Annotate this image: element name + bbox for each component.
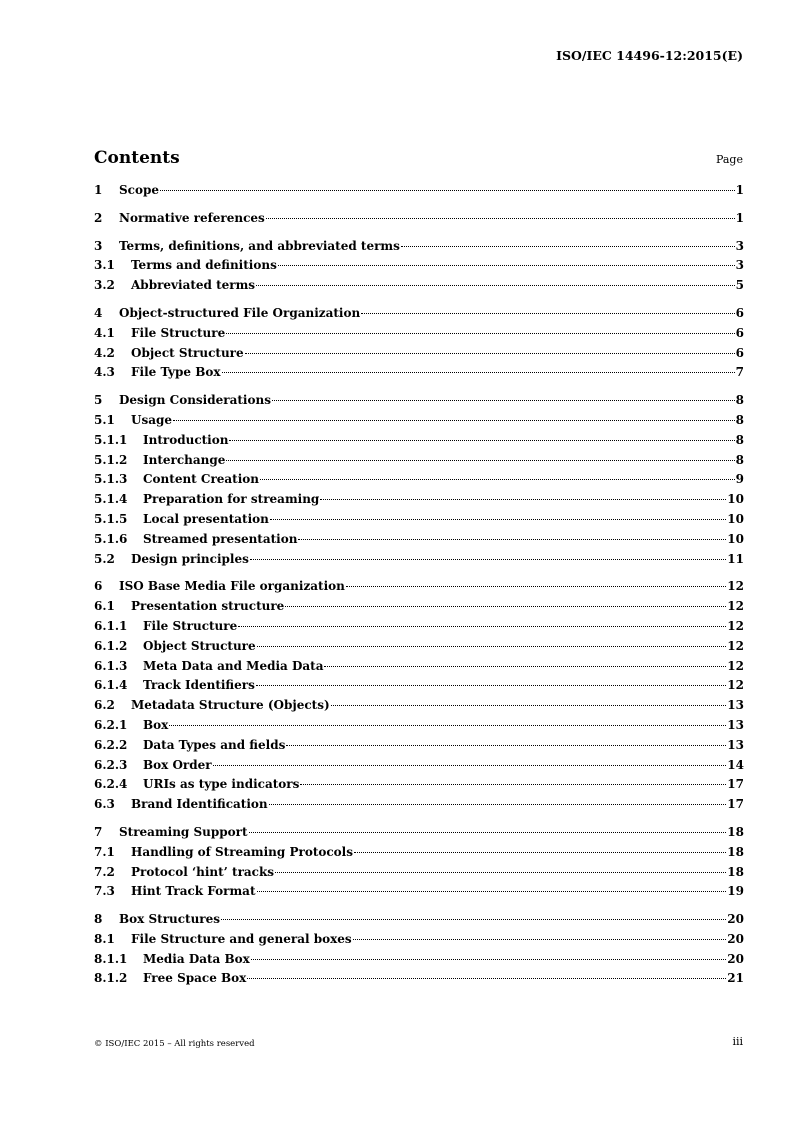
- toc-dot-leader: [256, 685, 726, 686]
- toc-entry-number: 4.3: [94, 365, 115, 380]
- toc-entry[interactable]: [94, 698, 744, 718]
- toc-entry[interactable]: [94, 777, 744, 797]
- toc-entry-page: 3: [735, 258, 744, 273]
- toc-entry[interactable]: [94, 865, 744, 885]
- toc-entry-title: Media Data Box: [143, 951, 250, 966]
- toc-dot-leader: [285, 606, 726, 607]
- toc-entry[interactable]: [94, 278, 744, 298]
- toc-section-group: [94, 306, 744, 385]
- toc-entry-number: 6.1.1: [94, 618, 128, 633]
- toc-entry-title: URIs as type indicators: [143, 777, 300, 792]
- toc-entry-number: 6.3: [94, 797, 115, 812]
- toc-entry-page: 8: [735, 412, 744, 427]
- toc-entry[interactable]: [94, 718, 744, 738]
- toc-entry[interactable]: [94, 453, 744, 473]
- toc-entry-page: 1: [735, 183, 744, 197]
- toc-entry-page: 8: [735, 432, 744, 447]
- toc-entry-page: 20: [727, 951, 744, 966]
- toc-entry[interactable]: [94, 971, 744, 991]
- toc-entry[interactable]: [94, 365, 744, 385]
- toc-entry-title: File Structure: [143, 618, 238, 633]
- toc-entry-page: 20: [727, 912, 744, 927]
- toc-entry[interactable]: [94, 599, 744, 619]
- toc-entry-number: 2: [94, 210, 103, 225]
- toc-entry-page: 3: [735, 238, 744, 253]
- toc-dot-leader: [300, 784, 726, 785]
- toc-entry-number: 5.1.4: [94, 492, 128, 507]
- toc-entry-page: 17: [727, 777, 744, 792]
- toc-entry[interactable]: [94, 912, 744, 932]
- toc-entry-title: Terms, definitions, and abbreviated terms: [119, 238, 400, 253]
- toc-section-group: [94, 579, 744, 817]
- toc-dot-leader: [353, 939, 727, 940]
- toc-entry-title: Track Identifiers: [143, 678, 255, 693]
- toc-entry[interactable]: [94, 845, 744, 865]
- toc-entry-page: 1: [735, 210, 744, 225]
- toc-entry-title: Interchange: [143, 452, 226, 467]
- toc-entry-title: Handling of Streaming Protocols: [131, 844, 353, 859]
- toc-entry-number: 4.1: [94, 325, 115, 340]
- toc-entry-title: Box: [143, 717, 169, 732]
- toc-entry-number: 3: [94, 238, 103, 253]
- toc-entry-page: 10: [727, 492, 744, 507]
- toc-entry[interactable]: [94, 932, 744, 952]
- toc-entry-page: 6: [735, 325, 744, 340]
- toc-section-group: [94, 393, 744, 571]
- toc-entry-number: 8.1.1: [94, 951, 128, 966]
- toc-entry-page: 18: [727, 864, 744, 879]
- toc-entry-number: 6.1.3: [94, 658, 128, 673]
- toc-dot-leader: [272, 400, 735, 401]
- toc-entry-number: 5.1.3: [94, 472, 128, 487]
- toc-dot-leader: [257, 646, 727, 647]
- toc-entry-title: Box Order: [143, 757, 212, 772]
- toc-entry-page: 13: [727, 698, 744, 713]
- toc-entry-title: Local presentation: [143, 511, 269, 526]
- toc-entry-page: 14: [727, 757, 744, 772]
- toc-entry-title: Usage: [131, 412, 173, 427]
- toc-entry-number: 7.3: [94, 884, 115, 899]
- toc-entry-number: 7.2: [94, 864, 115, 879]
- toc-entry-title: Introduction: [143, 432, 229, 447]
- toc-entry-page: 12: [727, 579, 744, 594]
- toc-entry-number: 6.1.2: [94, 638, 128, 653]
- toc-dot-leader: [346, 586, 726, 587]
- contents-heading: Contents: [94, 148, 180, 168]
- toc-entry-page: 10: [727, 511, 744, 526]
- toc-entry-title: Scope: [119, 183, 160, 197]
- toc-entry-number: 6.2.3: [94, 757, 128, 772]
- toc-entry[interactable]: [94, 738, 744, 758]
- toc-entry-number: 6.2.2: [94, 737, 128, 752]
- toc-entry-page: 10: [727, 531, 744, 546]
- toc-entry-title: Streamed presentation: [143, 531, 298, 546]
- toc-entry[interactable]: [94, 346, 744, 366]
- toc-entry-title: ISO Base Media File organization: [119, 579, 345, 594]
- toc-entry-title: Abbreviated terms: [131, 278, 256, 293]
- toc-entry[interactable]: [94, 952, 744, 972]
- toc-entry-number: 6.1.4: [94, 678, 128, 693]
- toc-dot-leader: [247, 978, 726, 979]
- toc-entry-number: 5.1.5: [94, 511, 128, 526]
- toc-entry-page: 6: [735, 305, 744, 320]
- toc-entry-number: 4.2: [94, 345, 115, 360]
- toc-entry-title: Design principles: [131, 551, 249, 566]
- toc-entry-title: Design Considerations: [119, 393, 271, 408]
- document-code: ISO/IEC 14496-12:2015(E): [556, 48, 743, 63]
- toc-entry[interactable]: [94, 239, 744, 259]
- toc-entry[interactable]: [94, 433, 744, 453]
- toc-entry[interactable]: [94, 552, 744, 572]
- toc-entry-number: 7.1: [94, 844, 115, 859]
- toc-entry-page: 5: [735, 278, 744, 293]
- toc-entry-page: 6: [735, 345, 744, 360]
- toc-dot-leader: [266, 218, 735, 219]
- toc-entry[interactable]: [94, 211, 744, 231]
- toc-entry-number: 5.1.6: [94, 531, 128, 546]
- toc-entry-number: 7: [94, 824, 103, 839]
- toc-dot-leader: [226, 460, 734, 461]
- toc-entry-page: 12: [727, 618, 744, 633]
- toc-entry-title: Box Structures: [119, 912, 221, 927]
- toc-entry[interactable]: [94, 619, 744, 639]
- toc-dot-leader: [269, 804, 727, 805]
- toc-entry-page: 17: [727, 797, 744, 812]
- toc-entry-page: 12: [727, 599, 744, 614]
- toc-dot-leader: [249, 832, 727, 833]
- toc-entry-title: Presentation structure: [131, 599, 285, 614]
- toc-entry-page: 18: [727, 844, 744, 859]
- toc-dot-leader: [354, 852, 726, 853]
- toc-entry-number: 6: [94, 579, 103, 594]
- table-of-contents: [94, 183, 744, 999]
- toc-entry[interactable]: [94, 326, 744, 346]
- toc-entry[interactable]: [94, 183, 744, 203]
- toc-entry-number: 8.1: [94, 931, 115, 946]
- toc-entry[interactable]: [94, 512, 744, 532]
- toc-entry-page: 7: [735, 365, 744, 380]
- toc-entry-page: 12: [727, 658, 744, 673]
- toc-entry-page: 12: [727, 638, 744, 653]
- toc-dot-leader: [226, 333, 734, 334]
- toc-entry-title: Metadata Structure (Objects): [131, 698, 330, 713]
- toc-dot-leader: [260, 479, 735, 480]
- toc-dot-leader: [160, 190, 735, 191]
- toc-dot-leader: [298, 539, 726, 540]
- toc-dot-leader: [257, 891, 727, 892]
- toc-dot-leader: [173, 420, 735, 421]
- toc-dot-leader: [229, 440, 734, 441]
- toc-entry-title: Content Creation: [143, 472, 260, 487]
- toc-entry[interactable]: [94, 472, 744, 492]
- toc-dot-leader: [401, 246, 735, 247]
- toc-entry-title: Streaming Support: [119, 824, 248, 839]
- toc-entry[interactable]: [94, 659, 744, 679]
- toc-entry-page: 8: [735, 393, 744, 408]
- toc-entry-page: 12: [727, 678, 744, 693]
- toc-entry-title: File Structure and general boxes: [131, 931, 352, 946]
- toc-entry-number: 6.2.4: [94, 777, 128, 792]
- toc-entry-number: 6.2: [94, 698, 115, 713]
- toc-entry-number: 3.1: [94, 258, 115, 273]
- page-column-label: Page: [715, 153, 743, 166]
- toc-dot-leader: [238, 626, 726, 627]
- toc-entry-title: File Structure: [131, 325, 226, 340]
- toc-dot-leader: [251, 959, 726, 960]
- toc-entry-number: 8: [94, 912, 103, 927]
- toc-entry-number: 5: [94, 393, 103, 408]
- toc-entry-title: Preparation for streaming: [143, 492, 320, 507]
- toc-entry-number: 5.1.1: [94, 432, 128, 447]
- toc-entry-page: 18: [727, 824, 744, 839]
- toc-dot-leader: [256, 285, 735, 286]
- toc-entry-title: Object Structure: [131, 345, 244, 360]
- toc-entry[interactable]: [94, 884, 744, 904]
- page-number: iii: [732, 1035, 743, 1048]
- toc-entry[interactable]: [94, 797, 744, 817]
- toc-section-group: [94, 239, 744, 298]
- toc-entry-title: Normative references: [119, 210, 265, 225]
- toc-dot-leader: [213, 765, 727, 766]
- toc-entry-title: Terms and definitions: [131, 258, 277, 273]
- toc-entry-page: 13: [727, 737, 744, 752]
- toc-entry[interactable]: [94, 639, 744, 659]
- toc-entry[interactable]: [94, 678, 744, 698]
- toc-entry-page: 8: [735, 452, 744, 467]
- toc-entry[interactable]: [94, 258, 744, 278]
- toc-entry-page: 19: [727, 884, 744, 899]
- toc-dot-leader: [275, 872, 726, 873]
- toc-entry[interactable]: [94, 758, 744, 778]
- toc-dot-leader: [245, 353, 735, 354]
- toc-entry-page: 11: [727, 551, 744, 566]
- toc-dot-leader: [320, 499, 726, 500]
- toc-dot-leader: [270, 519, 726, 520]
- toc-section-group: [94, 211, 744, 231]
- toc-entry-number: 5.2: [94, 551, 115, 566]
- toc-entry-number: 5.1.2: [94, 452, 128, 467]
- toc-entry-number: 5.1: [94, 412, 115, 427]
- toc-entry-title: Free Space Box: [143, 971, 247, 986]
- toc-entry-page: 21: [727, 971, 744, 986]
- toc-entry[interactable]: [94, 532, 744, 552]
- toc-entry-title: Protocol ‘hint’ tracks: [131, 864, 275, 879]
- toc-dot-leader: [278, 265, 735, 266]
- toc-entry-page: 13: [727, 717, 744, 732]
- toc-dot-leader: [222, 372, 735, 373]
- toc-section-group: [94, 825, 744, 904]
- toc-entry[interactable]: [94, 492, 744, 512]
- toc-dot-leader: [169, 725, 726, 726]
- toc-dot-leader: [324, 666, 726, 667]
- toc-entry[interactable]: [94, 306, 744, 326]
- copyright-notice: © ISO/IEC 2015 – All rights reserved: [94, 1039, 255, 1049]
- toc-dot-leader: [250, 559, 726, 560]
- toc-dot-leader: [331, 705, 727, 706]
- toc-section-group: [94, 183, 744, 203]
- toc-entry-number: 8.1.2: [94, 971, 128, 986]
- toc-entry-number: 6.2.1: [94, 717, 128, 732]
- toc-entry-page: 20: [727, 931, 744, 946]
- toc-dot-leader: [286, 745, 726, 746]
- toc-entry-number: 6.1: [94, 599, 115, 614]
- toc-entry-title: Data Types and fields: [143, 737, 286, 752]
- toc-entry[interactable]: [94, 825, 744, 845]
- toc-entry-title: File Type Box: [131, 365, 221, 380]
- toc-entry-title: Object Structure: [143, 638, 256, 653]
- toc-entry[interactable]: [94, 579, 744, 599]
- toc-entry-title: Meta Data and Media Data: [143, 658, 324, 673]
- toc-entry-page: 9: [735, 472, 744, 487]
- toc-entry-title: Brand Identification: [131, 797, 268, 812]
- toc-entry-title: Object-structured File Organization: [119, 305, 361, 320]
- toc-entry-title: Hint Track Format: [131, 884, 256, 899]
- toc-dot-leader: [361, 313, 734, 314]
- toc-section-group: [94, 912, 744, 991]
- toc-entry-number: 4: [94, 305, 103, 320]
- toc-entry[interactable]: [94, 413, 744, 433]
- toc-entry-number: 3.2: [94, 278, 115, 293]
- toc-entry-number: 1: [94, 183, 103, 197]
- toc-entry[interactable]: [94, 393, 744, 413]
- toc-dot-leader: [221, 919, 726, 920]
